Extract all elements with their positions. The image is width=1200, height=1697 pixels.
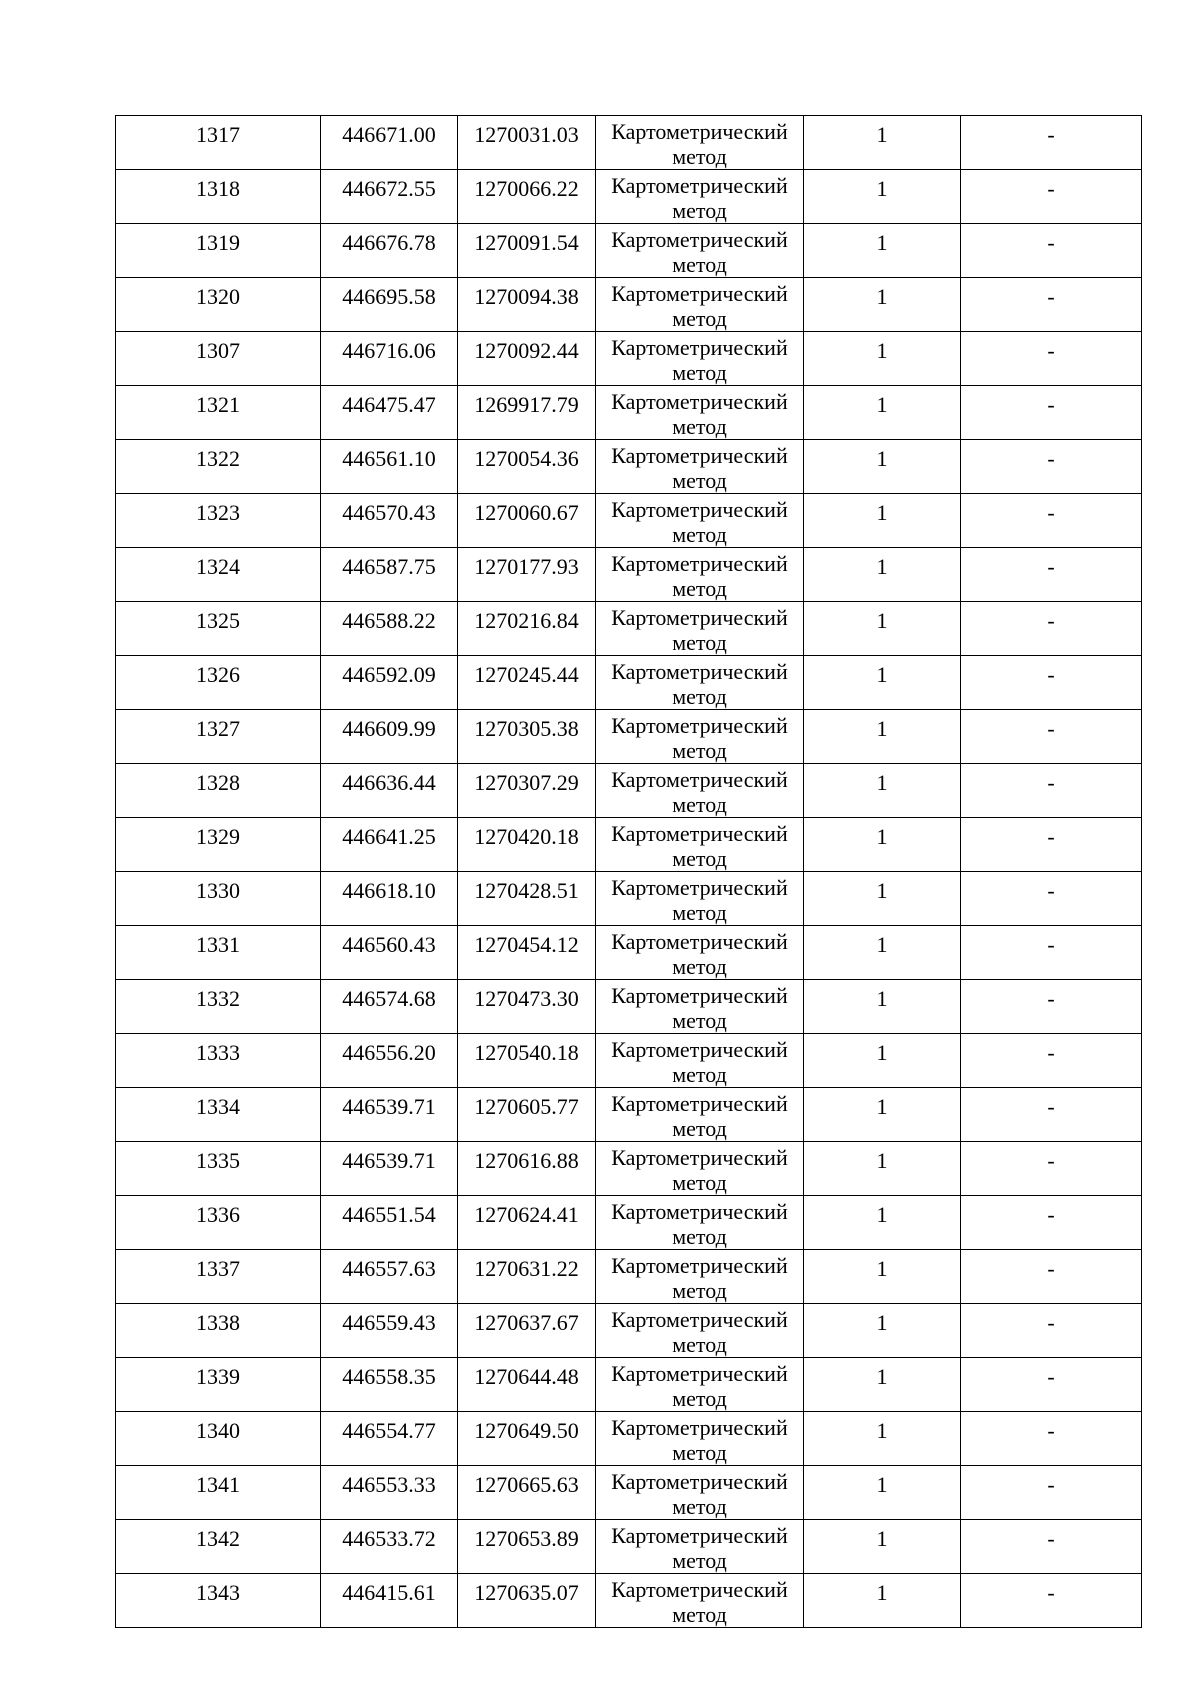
- x-coordinate-cell: 446533.72: [321, 1520, 458, 1574]
- note-cell: -: [961, 1520, 1142, 1574]
- accuracy-cell: 1: [804, 1034, 961, 1088]
- note-cell: -: [961, 1250, 1142, 1304]
- accuracy-cell: 1: [804, 656, 961, 710]
- point-number-cell: 1333: [116, 1034, 321, 1088]
- point-number-cell: 1329: [116, 818, 321, 872]
- table-row: [116, 440, 1142, 494]
- method-cell: Картометрический метод: [596, 1466, 804, 1520]
- table-row: [116, 1034, 1142, 1088]
- method-cell: Картометрический метод: [596, 1358, 804, 1412]
- y-coordinate-cell: 1270473.30: [458, 980, 596, 1034]
- y-coordinate-cell: 1270305.38: [458, 710, 596, 764]
- table-row: [116, 548, 1142, 602]
- method-cell: Картометрический метод: [596, 980, 804, 1034]
- note-cell: -: [961, 116, 1142, 170]
- x-coordinate-cell: 446475.47: [321, 386, 458, 440]
- x-coordinate-cell: 446570.43: [321, 494, 458, 548]
- method-cell: Картометрический метод: [596, 278, 804, 332]
- method-cell: Картометрический метод: [596, 926, 804, 980]
- note-cell: -: [961, 224, 1142, 278]
- accuracy-cell: 1: [804, 1574, 961, 1628]
- accuracy-cell: 1: [804, 1358, 961, 1412]
- x-coordinate-cell: 446671.00: [321, 116, 458, 170]
- point-number-cell: 1318: [116, 170, 321, 224]
- method-cell: Картометрический метод: [596, 872, 804, 926]
- x-coordinate-cell: 446574.68: [321, 980, 458, 1034]
- method-cell: Картометрический метод: [596, 1412, 804, 1466]
- note-cell: -: [961, 818, 1142, 872]
- coordinates-table: [115, 115, 1142, 1628]
- y-coordinate-cell: 1270031.03: [458, 116, 596, 170]
- x-coordinate-cell: 446560.43: [321, 926, 458, 980]
- note-cell: -: [961, 1412, 1142, 1466]
- accuracy-cell: 1: [804, 818, 961, 872]
- method-cell: Картометрический метод: [596, 1304, 804, 1358]
- x-coordinate-cell: 446609.99: [321, 710, 458, 764]
- accuracy-cell: 1: [804, 1250, 961, 1304]
- point-number-cell: 1332: [116, 980, 321, 1034]
- point-number-cell: 1334: [116, 1088, 321, 1142]
- table-row: [116, 1358, 1142, 1412]
- point-number-cell: 1335: [116, 1142, 321, 1196]
- accuracy-cell: 1: [804, 278, 961, 332]
- table-row: [116, 116, 1142, 170]
- table-row: [116, 656, 1142, 710]
- note-cell: -: [961, 1466, 1142, 1520]
- note-cell: -: [961, 494, 1142, 548]
- y-coordinate-cell: 1270060.67: [458, 494, 596, 548]
- accuracy-cell: 1: [804, 1088, 961, 1142]
- x-coordinate-cell: 446554.77: [321, 1412, 458, 1466]
- method-cell: Картометрический метод: [596, 1520, 804, 1574]
- table-row: [116, 926, 1142, 980]
- y-coordinate-cell: 1270637.67: [458, 1304, 596, 1358]
- accuracy-cell: 1: [804, 386, 961, 440]
- table-row: [116, 494, 1142, 548]
- accuracy-cell: 1: [804, 1466, 961, 1520]
- point-number-cell: 1336: [116, 1196, 321, 1250]
- note-cell: -: [961, 440, 1142, 494]
- accuracy-cell: 1: [804, 494, 961, 548]
- note-cell: -: [961, 1304, 1142, 1358]
- table-row: [116, 1088, 1142, 1142]
- accuracy-cell: 1: [804, 1304, 961, 1358]
- point-number-cell: 1342: [116, 1520, 321, 1574]
- note-cell: -: [961, 1088, 1142, 1142]
- table-row: [116, 872, 1142, 926]
- x-coordinate-cell: 446553.33: [321, 1466, 458, 1520]
- method-cell: Картометрический метод: [596, 710, 804, 764]
- note-cell: -: [961, 926, 1142, 980]
- x-coordinate-cell: 446561.10: [321, 440, 458, 494]
- coordinates-table-body: [116, 116, 1142, 1628]
- point-number-cell: 1319: [116, 224, 321, 278]
- note-cell: -: [961, 1358, 1142, 1412]
- y-coordinate-cell: 1270428.51: [458, 872, 596, 926]
- point-number-cell: 1322: [116, 440, 321, 494]
- y-coordinate-cell: 1270644.48: [458, 1358, 596, 1412]
- point-number-cell: 1337: [116, 1250, 321, 1304]
- note-cell: -: [961, 386, 1142, 440]
- method-cell: Картометрический метод: [596, 1250, 804, 1304]
- note-cell: -: [961, 278, 1142, 332]
- y-coordinate-cell: 1270307.29: [458, 764, 596, 818]
- point-number-cell: 1327: [116, 710, 321, 764]
- table-row: [116, 1466, 1142, 1520]
- method-cell: Картометрический метод: [596, 764, 804, 818]
- point-number-cell: 1331: [116, 926, 321, 980]
- point-number-cell: 1338: [116, 1304, 321, 1358]
- accuracy-cell: 1: [804, 170, 961, 224]
- point-number-cell: 1340: [116, 1412, 321, 1466]
- accuracy-cell: 1: [804, 224, 961, 278]
- table-row: [116, 710, 1142, 764]
- accuracy-cell: 1: [804, 980, 961, 1034]
- x-coordinate-cell: 446559.43: [321, 1304, 458, 1358]
- table-row: [116, 1520, 1142, 1574]
- y-coordinate-cell: 1270616.88: [458, 1142, 596, 1196]
- y-coordinate-cell: 1270540.18: [458, 1034, 596, 1088]
- y-coordinate-cell: 1270091.54: [458, 224, 596, 278]
- note-cell: -: [961, 1196, 1142, 1250]
- accuracy-cell: 1: [804, 548, 961, 602]
- table-row: [116, 1196, 1142, 1250]
- table-row: [116, 764, 1142, 818]
- accuracy-cell: 1: [804, 332, 961, 386]
- y-coordinate-cell: 1270653.89: [458, 1520, 596, 1574]
- point-number-cell: 1324: [116, 548, 321, 602]
- y-coordinate-cell: 1270420.18: [458, 818, 596, 872]
- method-cell: Картометрический метод: [596, 602, 804, 656]
- point-number-cell: 1341: [116, 1466, 321, 1520]
- method-cell: Картометрический метод: [596, 1088, 804, 1142]
- y-coordinate-cell: 1270245.44: [458, 656, 596, 710]
- method-cell: Картометрический метод: [596, 386, 804, 440]
- table-row: [116, 1142, 1142, 1196]
- note-cell: -: [961, 1142, 1142, 1196]
- point-number-cell: 1328: [116, 764, 321, 818]
- table-row: [116, 332, 1142, 386]
- accuracy-cell: 1: [804, 1196, 961, 1250]
- note-cell: -: [961, 1034, 1142, 1088]
- y-coordinate-cell: 1270177.93: [458, 548, 596, 602]
- note-cell: -: [961, 602, 1142, 656]
- point-number-cell: 1326: [116, 656, 321, 710]
- x-coordinate-cell: 446716.06: [321, 332, 458, 386]
- method-cell: Картометрический метод: [596, 332, 804, 386]
- point-number-cell: 1307: [116, 332, 321, 386]
- note-cell: -: [961, 980, 1142, 1034]
- accuracy-cell: 1: [804, 1520, 961, 1574]
- method-cell: Картометрический метод: [596, 170, 804, 224]
- accuracy-cell: 1: [804, 116, 961, 170]
- accuracy-cell: 1: [804, 602, 961, 656]
- table-row: [116, 1412, 1142, 1466]
- method-cell: Картометрический метод: [596, 1196, 804, 1250]
- point-number-cell: 1323: [116, 494, 321, 548]
- method-cell: Картометрический метод: [596, 656, 804, 710]
- note-cell: -: [961, 656, 1142, 710]
- y-coordinate-cell: 1270094.38: [458, 278, 596, 332]
- note-cell: -: [961, 872, 1142, 926]
- x-coordinate-cell: 446557.63: [321, 1250, 458, 1304]
- x-coordinate-cell: 446539.71: [321, 1088, 458, 1142]
- method-cell: Картометрический метод: [596, 116, 804, 170]
- accuracy-cell: 1: [804, 926, 961, 980]
- method-cell: Картометрический метод: [596, 440, 804, 494]
- table-row: [116, 278, 1142, 332]
- y-coordinate-cell: 1270216.84: [458, 602, 596, 656]
- method-cell: Картометрический метод: [596, 494, 804, 548]
- y-coordinate-cell: 1270635.07: [458, 1574, 596, 1628]
- point-number-cell: 1339: [116, 1358, 321, 1412]
- y-coordinate-cell: 1270054.36: [458, 440, 596, 494]
- note-cell: -: [961, 170, 1142, 224]
- point-number-cell: 1321: [116, 386, 321, 440]
- method-cell: Картометрический метод: [596, 818, 804, 872]
- x-coordinate-cell: 446588.22: [321, 602, 458, 656]
- point-number-cell: 1317: [116, 116, 321, 170]
- note-cell: -: [961, 332, 1142, 386]
- accuracy-cell: 1: [804, 1412, 961, 1466]
- table-row: [116, 818, 1142, 872]
- x-coordinate-cell: 446539.71: [321, 1142, 458, 1196]
- point-number-cell: 1343: [116, 1574, 321, 1628]
- table-row: [116, 1304, 1142, 1358]
- table-row: [116, 980, 1142, 1034]
- x-coordinate-cell: 446592.09: [321, 656, 458, 710]
- y-coordinate-cell: 1270454.12: [458, 926, 596, 980]
- y-coordinate-cell: 1270092.44: [458, 332, 596, 386]
- x-coordinate-cell: 446558.35: [321, 1358, 458, 1412]
- table-row: [116, 1574, 1142, 1628]
- x-coordinate-cell: 446618.10: [321, 872, 458, 926]
- y-coordinate-cell: 1270605.77: [458, 1088, 596, 1142]
- y-coordinate-cell: 1269917.79: [458, 386, 596, 440]
- point-number-cell: 1330: [116, 872, 321, 926]
- accuracy-cell: 1: [804, 872, 961, 926]
- table-row: [116, 602, 1142, 656]
- y-coordinate-cell: 1270631.22: [458, 1250, 596, 1304]
- accuracy-cell: 1: [804, 440, 961, 494]
- y-coordinate-cell: 1270624.41: [458, 1196, 596, 1250]
- table-row: [116, 170, 1142, 224]
- note-cell: -: [961, 710, 1142, 764]
- y-coordinate-cell: 1270066.22: [458, 170, 596, 224]
- method-cell: Картометрический метод: [596, 1034, 804, 1088]
- point-number-cell: 1320: [116, 278, 321, 332]
- y-coordinate-cell: 1270665.63: [458, 1466, 596, 1520]
- x-coordinate-cell: 446641.25: [321, 818, 458, 872]
- accuracy-cell: 1: [804, 710, 961, 764]
- table-row: [116, 1250, 1142, 1304]
- x-coordinate-cell: 446636.44: [321, 764, 458, 818]
- accuracy-cell: 1: [804, 1142, 961, 1196]
- method-cell: Картометрический метод: [596, 548, 804, 602]
- note-cell: -: [961, 764, 1142, 818]
- y-coordinate-cell: 1270649.50: [458, 1412, 596, 1466]
- method-cell: Картометрический метод: [596, 1574, 804, 1628]
- point-number-cell: 1325: [116, 602, 321, 656]
- table-row: [116, 386, 1142, 440]
- note-cell: -: [961, 1574, 1142, 1628]
- x-coordinate-cell: 446556.20: [321, 1034, 458, 1088]
- x-coordinate-cell: 446676.78: [321, 224, 458, 278]
- x-coordinate-cell: 446587.75: [321, 548, 458, 602]
- accuracy-cell: 1: [804, 764, 961, 818]
- method-cell: Картометрический метод: [596, 224, 804, 278]
- table-row: [116, 224, 1142, 278]
- x-coordinate-cell: 446672.55: [321, 170, 458, 224]
- x-coordinate-cell: 446695.58: [321, 278, 458, 332]
- x-coordinate-cell: 446551.54: [321, 1196, 458, 1250]
- method-cell: Картометрический метод: [596, 1142, 804, 1196]
- x-coordinate-cell: 446415.61: [321, 1574, 458, 1628]
- note-cell: -: [961, 548, 1142, 602]
